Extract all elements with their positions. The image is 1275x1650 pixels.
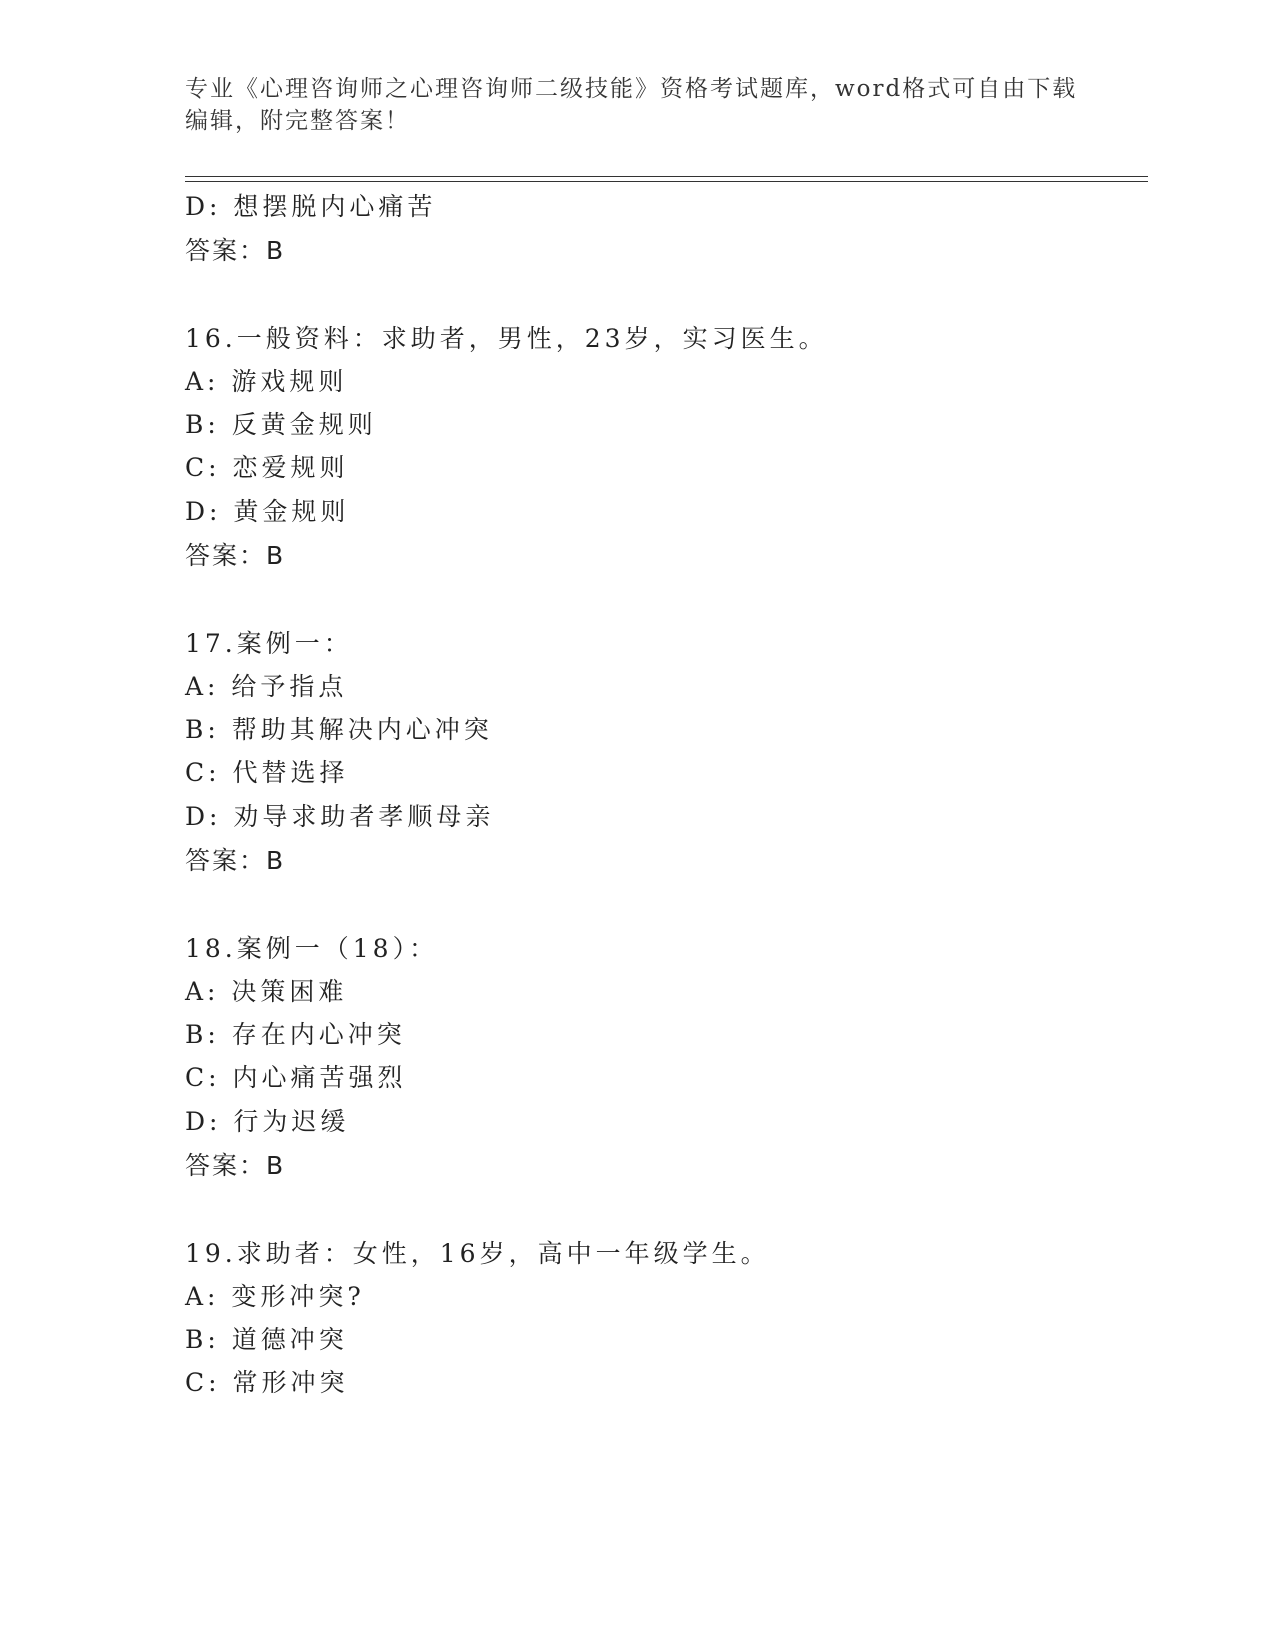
document-header — [185, 73, 1085, 137]
header-line-2: 编辑，附完整答案！ — [185, 108, 410, 134]
question-19-option-b: B: 道德冲突 — [185, 1325, 348, 1354]
header-rule-bottom — [185, 181, 1148, 182]
prev-option-d: D: 想摆脱内心痛苦 — [185, 192, 437, 221]
question-17-option-a: A: 给予指点 — [185, 672, 348, 701]
header-line-1: 专业《心理咨询师之心理咨询师二级技能》资格考试题库，word格式可自由下载 — [185, 76, 1078, 102]
question-18-option-c: C: 内心痛苦强烈 — [185, 1063, 407, 1092]
question-16-stem: 16.一般资料：求助者，男性，23岁，实习医生。 — [185, 324, 828, 353]
header-rule-top — [185, 176, 1148, 177]
question-16-option-b: B: 反黄金规则 — [185, 410, 377, 439]
question-17-option-d: D: 劝导求助者孝顺母亲 — [185, 802, 495, 831]
question-18-option-a: A: 决策困难 — [185, 977, 348, 1006]
question-16-option-c: C: 恋爱规则 — [185, 453, 349, 482]
question-17-option-c: C: 代替选择 — [185, 758, 349, 787]
question-18-option-d: D: 行为迟缓 — [185, 1107, 350, 1136]
question-19-option-c: C: 常形冲突 — [185, 1368, 349, 1397]
question-19-stem: 19.求助者：女性，16岁，高中一年级学生。 — [185, 1239, 770, 1268]
question-17-stem: 17.案例一： — [185, 629, 353, 658]
question-16-option-a: A: 游戏规则 — [185, 367, 348, 396]
question-17-answer: 答案：B — [185, 846, 286, 875]
prev-answer: 答案：B — [185, 236, 286, 265]
question-16-answer: 答案：B — [185, 541, 286, 570]
question-16-option-d: D: 黄金规则 — [185, 497, 350, 526]
question-18-stem: 18.案例一（18）： — [185, 934, 439, 963]
question-19-option-a: A: 变形冲突? — [185, 1282, 365, 1311]
question-17-option-b: B: 帮助其解决内心冲突 — [185, 715, 493, 744]
question-18-option-b: B: 存在内心冲突 — [185, 1020, 406, 1049]
question-18-answer: 答案：B — [185, 1151, 286, 1180]
